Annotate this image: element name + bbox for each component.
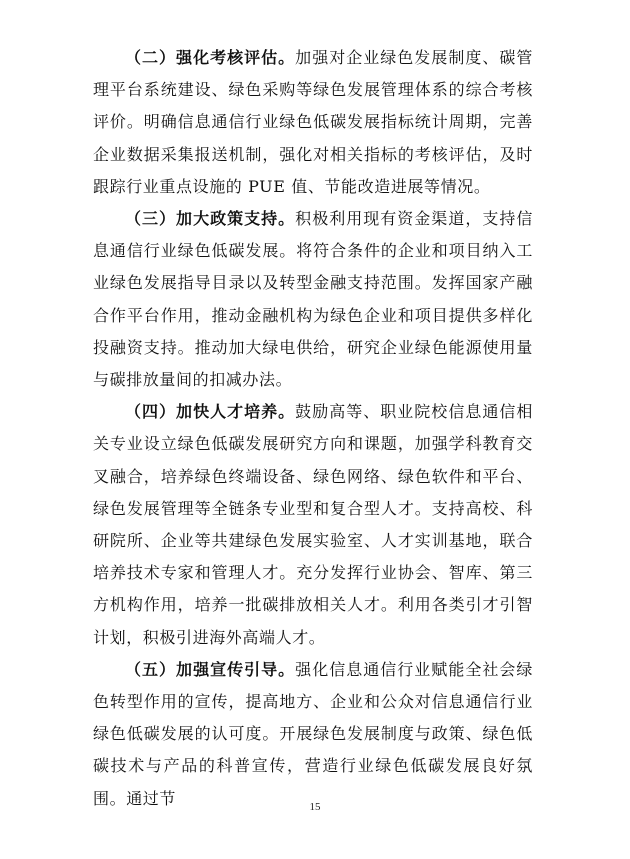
paragraph-assessment <box>93 42 533 203</box>
paragraph-publicity <box>93 654 533 815</box>
paragraph-policy-support <box>93 203 533 396</box>
paragraph-heading: （三）加大政策支持。 <box>125 209 296 229</box>
paragraph-heading: （五）加强宣传引导。 <box>125 659 296 679</box>
page-number: 15 <box>309 801 321 813</box>
paragraph-text: 鼓励高等、职业院校信息通信相关专业设立绿色低碳发展研究方向和课题，加强学科教育交叉融合，培养绿色终端设备、绿色网络、绿色软件和平台、绿色发展管理等全链条专业型和复合型人才。支持高校、科研院所、企业等共建绿色发展实验室、人才实训基地，联合培养技术专家和管理人才。充分发挥行业协会、智库、第三方机构作用，培养一批碳排放相关人才。利用各类引才引智计划，积极引进海外高端人才。 <box>93 402 533 647</box>
paragraph-heading: （四）加快人才培养。 <box>125 402 296 422</box>
paragraph-text: 加强对企业绿色发展制度、碳管理平台系统建设、绿色采购等绿色发展管理体系的综合考核评价。明确信息通信行业绿色低碳发展指标统计周期，完善企业数据采集报送机制，强化对相关指标的考核评估，及时跟踪行业重点设施的 PUE 值、节能改造进展等情况。 <box>93 48 533 196</box>
paragraph-text: 积极利用现有资金渠道，支持信息通信行业绿色低碳发展。将符合条件的企业和项目纳入工业绿色发展指导目录以及转型金融支持范围。发挥国家产融合作平台作用，推动金融机构为绿色企业和项目提供多样化投融资支持。推动加大绿电供给，研究企业绿色能源使用量与碳排放量间的扣减办法。 <box>93 209 533 390</box>
paragraph-talent-training <box>93 396 533 654</box>
paragraph-heading: （二）强化考核评估。 <box>125 48 296 67</box>
paragraph-text: 强化信息通信行业赋能全社会绿色转型作用的宣传，提高地方、企业和公众对信息通信行业绿色低碳发展的认可度。开展绿色发展制度与政策、绿色低碳技术与产品的科普宣传，营造行业绿色低碳发展良好氛围。通过节 <box>93 659 533 808</box>
document-body <box>93 42 533 815</box>
